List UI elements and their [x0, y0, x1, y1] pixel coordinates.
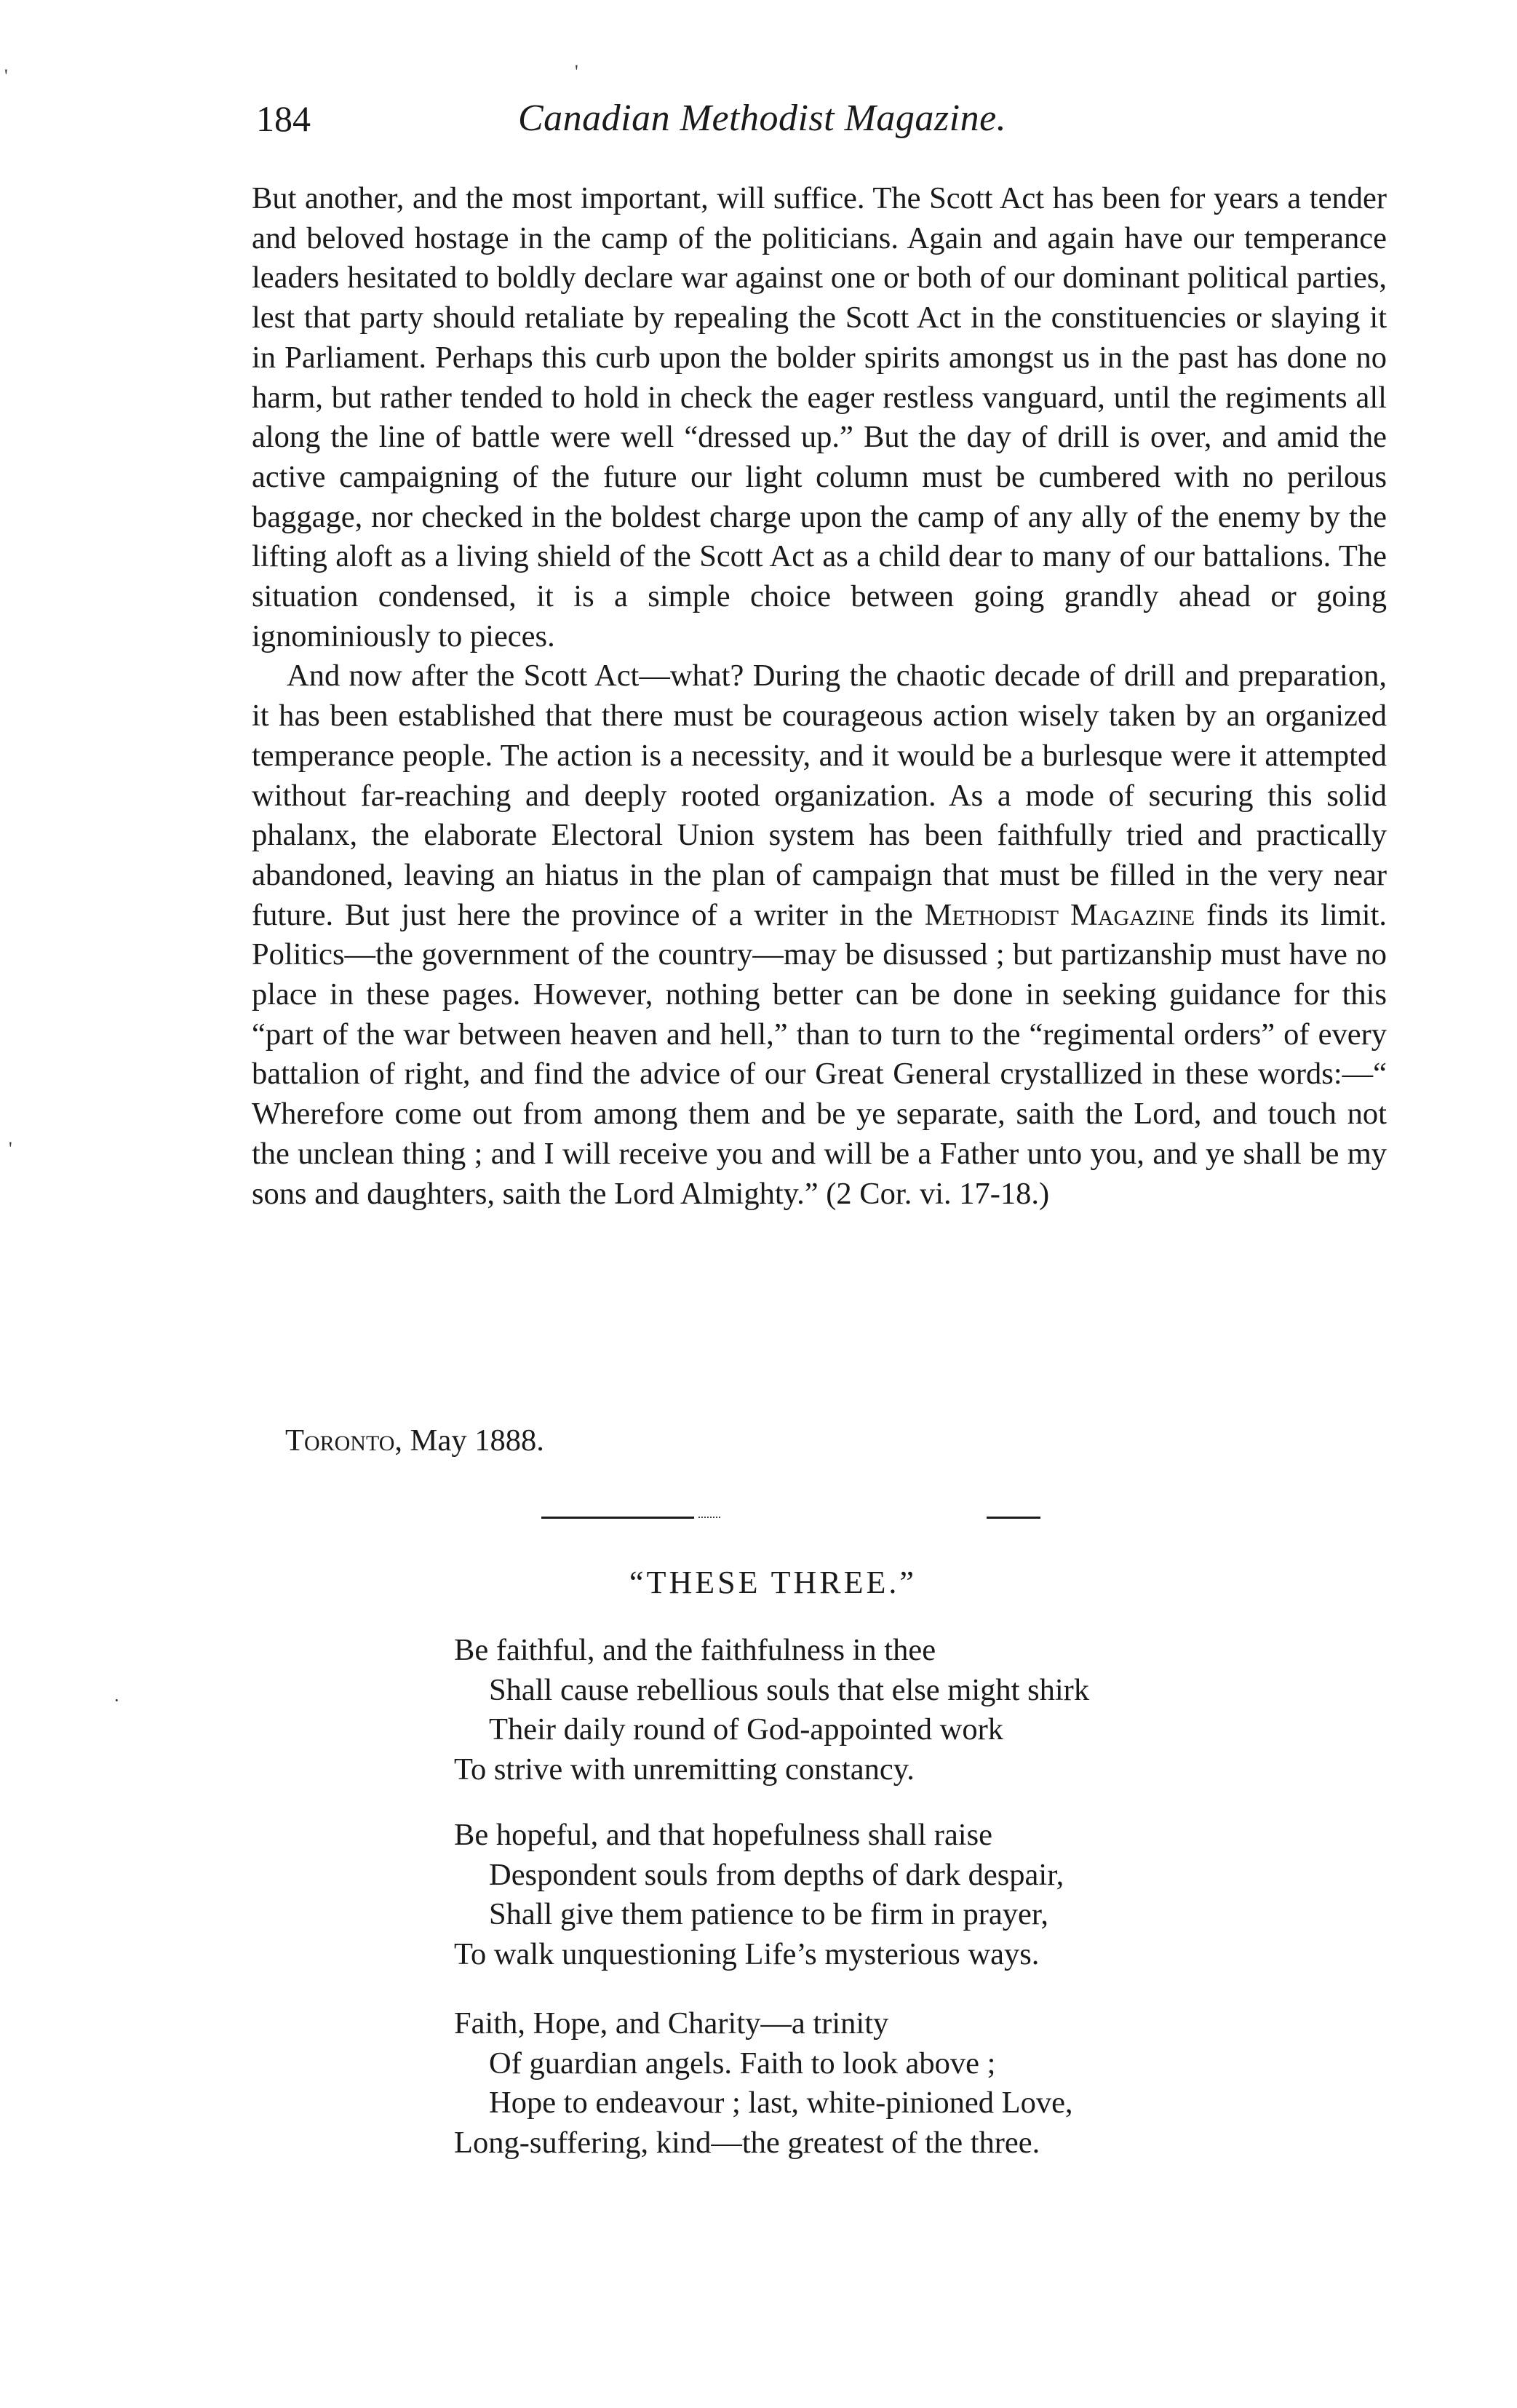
margin-speck: · [114, 1690, 120, 1711]
poem-line: Hope to endeavour ; last, white-pinioned Love, [489, 2086, 1073, 2120]
poem-line: Be hopeful, and that hopefulness shall raise [454, 1818, 993, 1852]
poem-title: “THESE THREE.” [629, 1565, 917, 1600]
paragraph-2-text-before: And now after the Scott Act—what? During the chaotic decade of drill and preparation, it has been established that there must be courageous action wisely taken by an organized temperance people. The action is a necessity, and it would be a burlesque were it attempted without far-reaching and deeply rooted organization. As a mode of securing this solid phalanx, the elaborate Electoral Union system has been faithfully tried and practically abandoned, leaving an hiatus in the plan of campaign that must be filled in the very near future. But just here the province of a writer in the [252, 659, 1387, 932]
poem-line: Faith, Hope, and Charity—a trinity [454, 2006, 889, 2041]
poem-line: Their daily round of God-appointed work [489, 1712, 1003, 1747]
poem-line: Shall cause rebellious souls that else might shirk [489, 1672, 1090, 1707]
page-number: 184 [256, 98, 311, 139]
poem-line: Long-suffering, kind—the greatest of the three. [454, 2125, 1040, 2160]
running-title: Canadian Methodist Magazine. [518, 98, 1007, 139]
paragraph-1: But another, and the most important, will suffice. The Scott Act has been for years a tender and beloved hostage in the camp of the politicians. Again and again have our temperance leaders hesitated to boldly declare war against one or both of our dominant political parties, lest that party should retaliate by repealing the Scott Act in the constituencies or slaying it in Parliament. Perhaps this curb upon the bolder spirits amongst us in the past has done no harm, but rather tended to hold in check the eager restless vanguard, until the regiments all along the line of battle were well “dressed up.” But the day of drill is over, and amid the active campaigning of the future our light column must be cumbered with no perilous baggage, nor checked in the boldest charge upon the camp of any ally of the enemy by the lifting aloft as a living shield of the Scott Act as a child dear to many of our battalions. The situation condensed, it is a simple choice between going grandly ahead or going ignominiously to pieces. [252, 181, 1387, 653]
paragraph-2-text-after: finds its limit. Politics—the government of the country—may be disussed ; but partizanship must have no place in these pages. However, nothing better can be done in seeking guidance for this “part of the war between heaven and hell,” than to turn to the “regimental orders” of every battalion of right, and find the advice of our Great General crystallized in these words:—“ Wherefore come out from among them and be ye separate, saith the Lord, and touch not the unclean thing ; and I will receive you and will be a Father unto you, and ye shall be my sons and daughters, saith the Lord Almighty.” (2 Cor. vi. 17-18.) [252, 897, 1387, 1211]
poem-line: Despondent souls from depths of dark despair, [489, 1857, 1064, 1892]
poem-line: To walk unquestioning Life’s mysterious ways. [454, 1936, 1040, 1971]
margin-speck: ' [575, 61, 578, 82]
poem-stanza-1 [454, 1631, 1400, 1789]
dateline-date: , May 1888. [394, 1423, 544, 1458]
dateline-place: Toronto [285, 1423, 395, 1458]
margin-speck: ' [4, 65, 8, 87]
poem-line: To strive with unremitting constancy. [454, 1752, 915, 1787]
poem-stanza-3 [454, 2004, 1400, 2163]
margin-speck: ' [9, 1138, 12, 1159]
separator-rule-right [987, 1517, 1040, 1519]
poem-line: Of guardian angels. Faith to look above ; [489, 2046, 996, 2081]
poem-line: Shall give them patience to be firm in prayer, [489, 1897, 1048, 1931]
poem-line: Be faithful, and the faithfulness in thee [454, 1633, 936, 1667]
paragraph-2 [252, 656, 1387, 1214]
article-body [252, 179, 1387, 1214]
poem-stanza-2 [454, 1816, 1400, 1974]
running-head [256, 93, 1158, 144]
separator-rule-left [541, 1517, 694, 1519]
dateline [285, 1421, 544, 1461]
magazine-name-small-caps: Methodist Magazine [924, 897, 1195, 932]
separator-rule-dots [698, 1517, 720, 1518]
